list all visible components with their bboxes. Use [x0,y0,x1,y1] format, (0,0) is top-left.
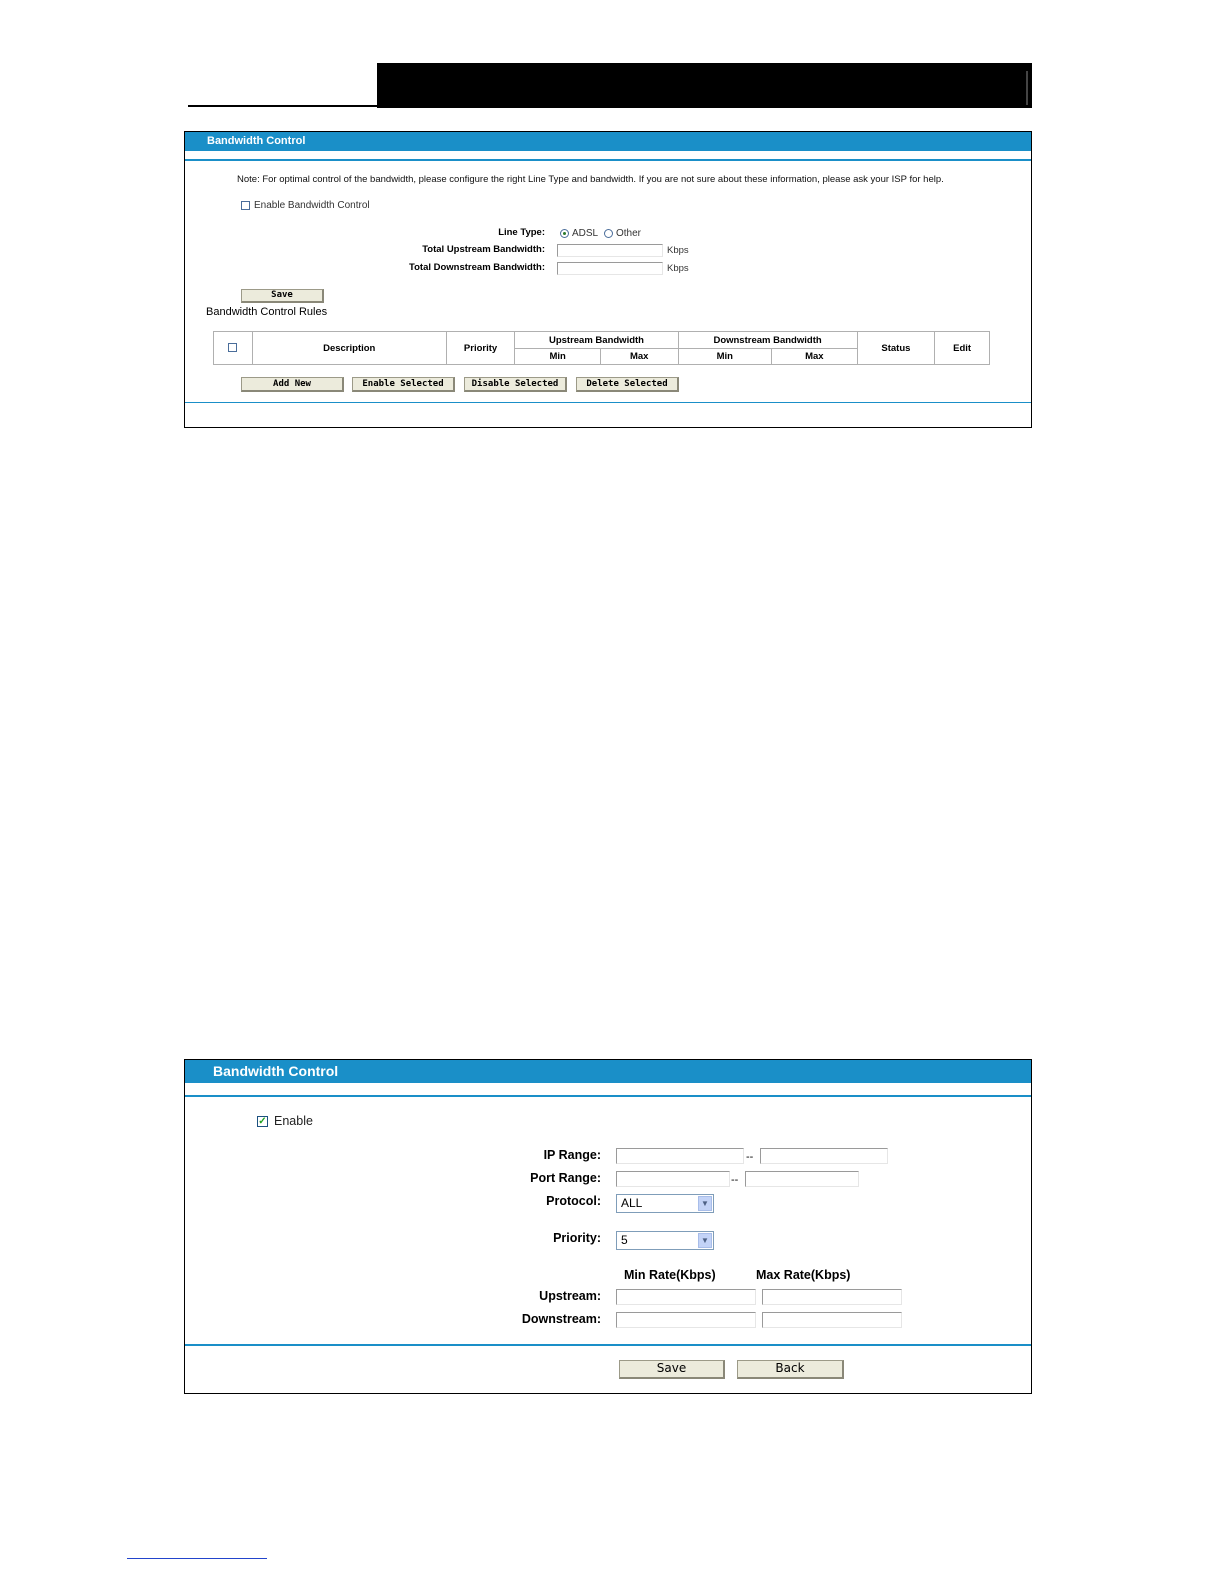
delete-selected-button[interactable]: Delete Selected [576,377,679,392]
panel-title: Bandwidth Control [207,135,306,147]
downstream-min-input[interactable] [616,1312,756,1328]
line-type-other-label: Other [616,228,642,239]
downstream-bandwidth-input[interactable] [557,262,663,275]
port-range-label: Port Range: [530,1171,601,1185]
panel-title-bar [185,132,1031,151]
priority-label: Priority: [553,1231,601,1245]
enable-bandwidth-checkbox[interactable] [241,201,250,210]
save-button[interactable]: Save [241,289,324,303]
header-bar-tick [1026,71,1028,105]
downstream-label: Downstream: [521,1312,601,1326]
col-priority: Priority [446,332,515,365]
add-new-button[interactable]: Add New [241,377,344,392]
panel-title-bar [185,1060,1031,1083]
port-range-end-input[interactable] [745,1171,859,1187]
footer-link-underline [127,1558,267,1559]
header-rule [188,105,378,107]
title-divider [185,159,1031,161]
line-type-label: Line Type: [498,227,545,238]
line-type-adsl-label: ADSL [572,228,599,239]
col-upstream: Upstream Bandwidth [515,332,678,349]
col-description: Description [252,332,446,365]
ip-range-start-input[interactable] [616,1148,744,1164]
bandwidth-control-panel [184,131,1032,428]
col-upstream-min: Min [515,349,601,365]
title-divider [185,1095,1031,1097]
upstream-unit: Kbps [667,245,689,256]
col-status: Status [857,332,935,365]
col-upstream-max: Max [600,349,678,365]
rules-title: Bandwidth Control Rules [206,306,328,318]
protocol-value: ALL [621,1196,643,1210]
max-rate-header: Max Rate(Kbps) [756,1268,851,1282]
downstream-max-input[interactable] [762,1312,902,1328]
upstream-bandwidth-input[interactable] [557,244,663,257]
enable-label: Enable [274,1114,313,1128]
col-downstream-min: Min [678,349,772,365]
upstream-max-input[interactable] [762,1289,902,1305]
ip-range-end-input[interactable] [760,1148,888,1164]
upstream-min-input[interactable] [616,1289,756,1305]
note-text: Note: For optimal control of the bandwidth, please configure the right Line Type and bandwidth. If you are not sure about these information, please ask your ISP for help. [237,174,944,185]
footer-divider [185,1344,1031,1346]
port-range-separator: -- [731,1174,739,1186]
enable-bandwidth-label: Enable Bandwidth Control [254,200,370,211]
header-bar [377,63,1032,108]
panel-title: Bandwidth Control [213,1063,339,1079]
back-button[interactable]: Back [737,1360,844,1379]
save-button[interactable]: Save [619,1360,725,1379]
chevron-down-icon[interactable]: ▼ [698,1233,712,1248]
downstream-unit: Kbps [667,263,689,274]
disable-selected-button[interactable]: Disable Selected [464,377,567,392]
min-rate-header: Min Rate(Kbps) [624,1268,716,1282]
protocol-select[interactable] [616,1194,714,1213]
bandwidth-rule-panel [184,1059,1032,1394]
col-edit: Edit [935,332,990,365]
footer-divider [185,402,1031,403]
line-type-other-radio[interactable] [604,229,613,238]
priority-select[interactable] [616,1231,714,1250]
enable-checkbox[interactable]: ✓ [258,1116,267,1127]
protocol-label: Protocol: [546,1194,601,1208]
select-all-cell [214,332,253,365]
upstream-bandwidth-label: Total Upstream Bandwidth: [422,244,545,255]
ip-range-label: IP Range: [543,1148,601,1162]
chevron-down-icon[interactable]: ▼ [698,1196,712,1211]
port-range-start-input[interactable] [616,1171,730,1187]
ip-range-separator: -- [746,1151,754,1163]
enable-selected-button[interactable]: Enable Selected [352,377,455,392]
col-downstream: Downstream Bandwidth [678,332,857,349]
col-downstream-max: Max [772,349,858,365]
upstream-label: Upstream: [539,1289,601,1303]
select-all-checkbox[interactable] [228,343,237,352]
rules-table [213,331,990,365]
line-type-adsl-radio[interactable] [560,229,569,238]
downstream-bandwidth-label: Total Downstream Bandwidth: [409,262,545,273]
priority-value: 5 [621,1233,628,1247]
